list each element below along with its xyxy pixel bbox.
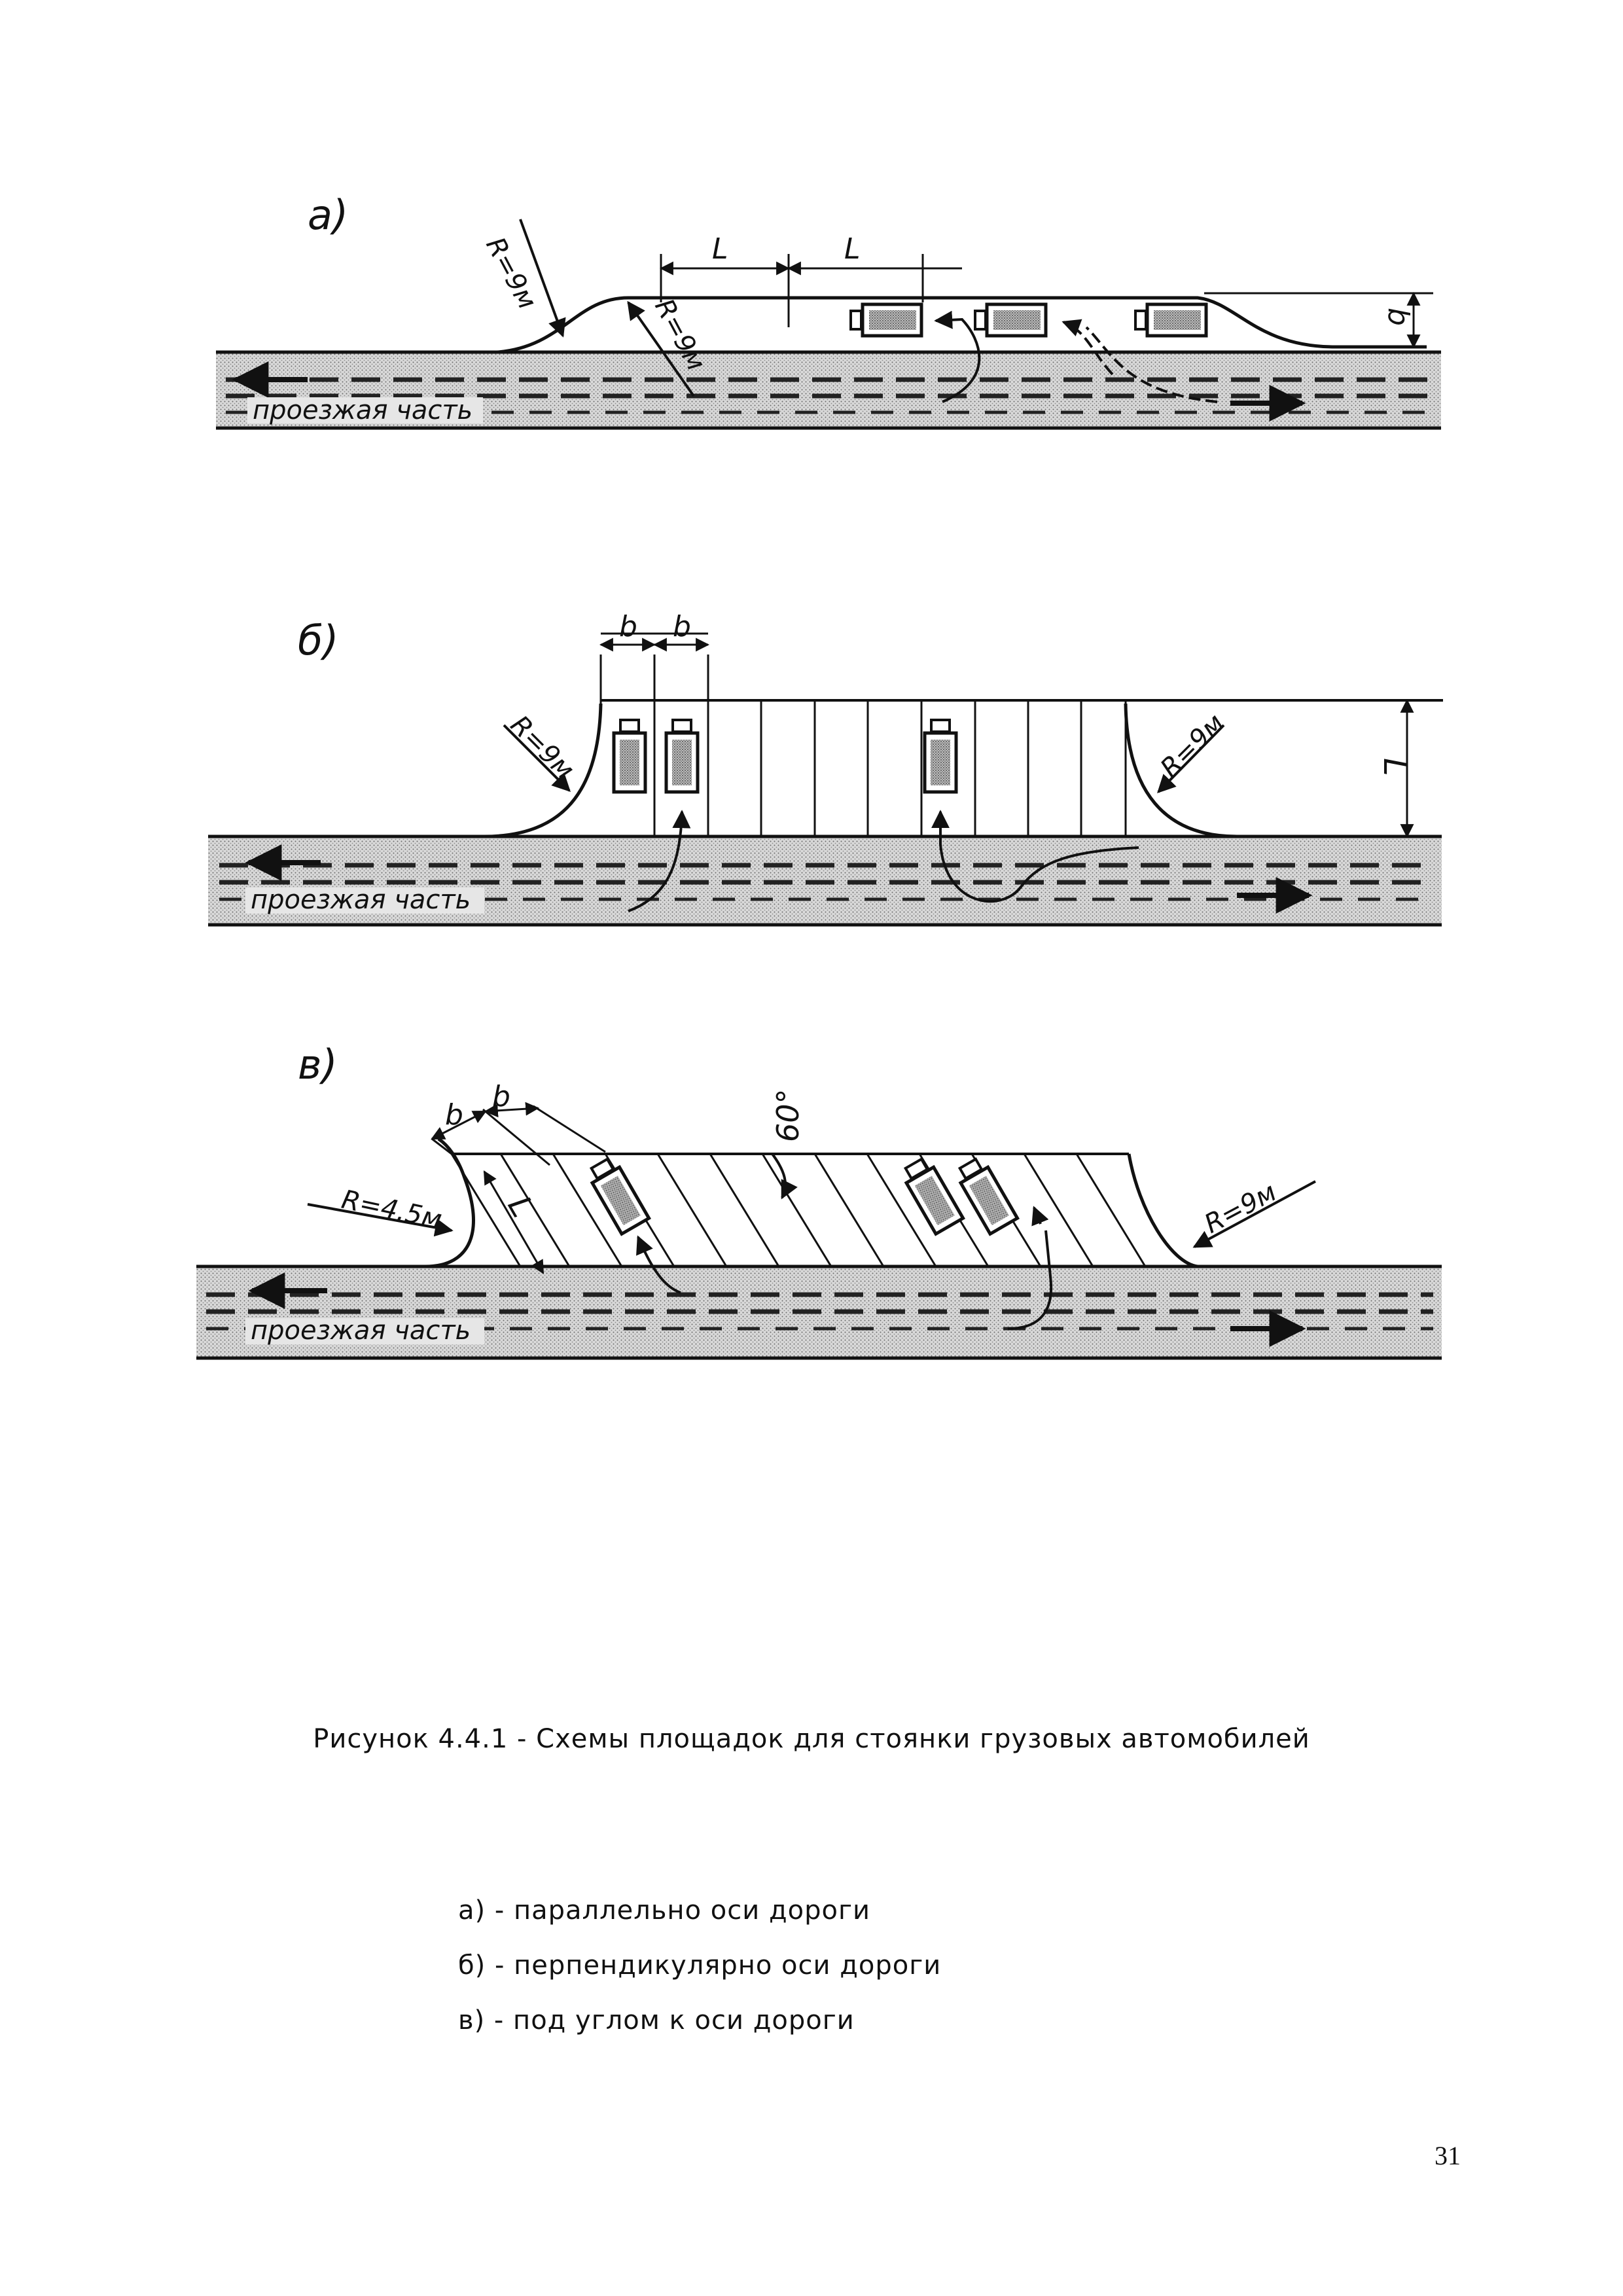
road-c [196,1266,1442,1358]
dim-L1-a: L [712,232,728,266]
dim-b-a: b [1382,308,1415,326]
legend-item-b: б) - перпендикулярно оси дороги [458,1950,942,1981]
figure-c-label: в) [298,1041,338,1088]
dim-L2-a: L [844,232,861,266]
dim-L-b: L [1376,758,1414,776]
figure-a-label: а) [308,191,349,239]
page-number: 31 [1435,2141,1461,2170]
figure-b [208,610,1443,925]
dimension-L-b [1376,700,1414,836]
road-b [208,836,1442,925]
maneuver-arrow-c-2 [1034,1208,1041,1224]
truck-b-3 [925,720,956,792]
dim-b2-c: b [492,1080,510,1113]
dimension-b-b [601,610,708,645]
legend-item-a: а) - параллельно оси дороги [458,1895,870,1926]
figure-caption: Рисунок 4.4.1 - Схемы площадок для стоянки грузовых автомобилей [313,1724,1310,1754]
legend-item-c: в) - под углом к оси дороги [458,2005,855,2036]
truck-c-3 [954,1156,1018,1234]
angle-label-c: 60° [770,1088,806,1142]
road-label-b: проезжая часть [251,885,471,915]
radius-label-c-right: R=9м [1200,1177,1281,1240]
pocket-curve-b-left [484,704,601,836]
dimension-b-a [1204,293,1433,347]
radius-label-a-inner: R=9м [649,294,711,376]
truck-a-2 [975,304,1046,336]
dimension-b-c [432,1080,605,1165]
radius-label-b-right: R=9м [1154,708,1230,784]
truck-a-3 [1135,304,1206,336]
pocket-curve-c-right [1129,1154,1198,1266]
stall-lines-c [452,1154,1145,1266]
pocket-outline-a [497,298,1427,352]
truck-b-2 [666,720,698,792]
road-label-a: проезжая часть [253,395,473,425]
figure-b-label: б) [298,617,339,664]
dim-b1-b: b [619,610,637,643]
road-a [216,352,1441,428]
figure-c [196,1041,1442,1358]
truck-a-1 [851,304,921,336]
radius-label-b-left: R=9м [504,709,580,785]
figure-a [216,191,1441,428]
dim-b1-c: b [445,1098,463,1132]
radius-label-c-left: R=4.5м [338,1184,445,1236]
road-label-c: проезжая часть [251,1316,471,1346]
angle-indicator-c [770,1088,806,1198]
truck-b-1 [614,720,645,792]
dim-b2-b: b [673,610,691,643]
dim-L-c: L [500,1190,541,1224]
radius-label-a-outer: R=9м [480,232,543,314]
